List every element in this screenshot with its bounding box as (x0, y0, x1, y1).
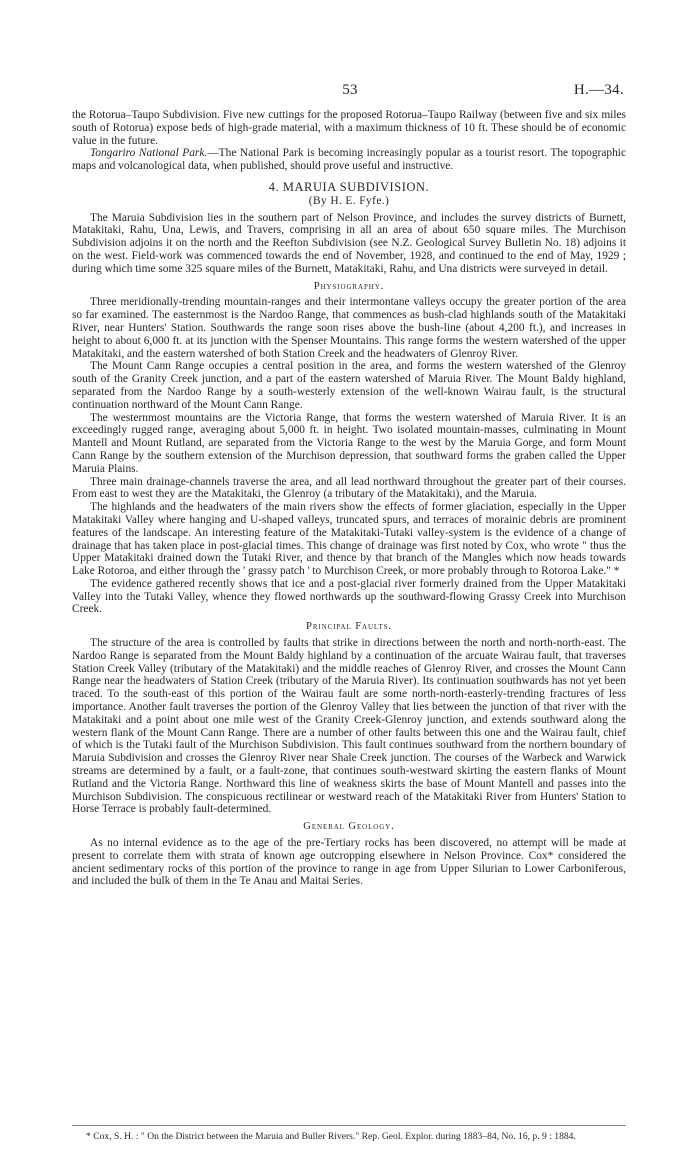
subheading-principal-faults: Principal Faults. (306, 621, 392, 633)
paragraph-text: —The National Park is becoming increasingly popular as a tourist resort. The topographic maps and volcanological data, when published, should prove useful and instructive. (72, 147, 627, 173)
paragraph: The Mount Cann Range occupies a central position in the area, and forms the western watershed of the Glenroy south of the Granity Creek junction, and a part of the eastern watershed of Maruia River. The Mount Baldy highland, separated from the Nardoo Range by a south-westerly extension of the well-known Wairau fault, is the structural continuation northward of the Mount Cann Range. (72, 360, 626, 411)
document-id: H.—34. (573, 82, 624, 98)
subheading-physiography: Physiography. (313, 280, 385, 292)
paragraph: The westernmost mountains are the Victoria Range, that forms the western watershed of Maruia River. It is an exceedingly rugged range, averaging about 5,000 ft. in height. Two isolated mountain-masses, culminating in Mount Mantell and Mount Rutland, are separated from the Victoria Range to the west by the Maruia Gorge, and form Mount Cann Range by the southern extension of the Murchison depression, that southward forms the graben called the Upper Maruia Plains. (72, 411, 626, 475)
paragraph: The highlands and the headwaters of the main rivers show the effects of former glaciation, especially in the Upper Matakitaki Valley where hanging and U-shaped valleys, truncated spurs, and terraces of morainic debris are prominent features of the landscape. An interesting feature of the Matakitaki-Tutaki valley-system is the evidence of a change of drainage that has taken place in post-glacial times. This change of drainage was first noted by Cox, who wrote " thus the Upper Matakitaki drained down the Tutaki River, and thence by that branch of the Mangles which now heads towards Lake Rotoroa, and either through the ' grassy patch ' to Murchison Creek, or more probably through to Rotoroa Lake." * (72, 501, 626, 578)
paragraph: Three meridionally-trending mountain-ranges and their intermontane valleys occupy the greater portion of the area so far examined. The easternmost is the Nardoo Range, that commences as bush-clad highlands south of the Matakitaki River, near Hunters' Station. Southwards the range soon rises above the bush-line (about 4,200 ft.), and increases in height to about 6,000 ft. at its junction with the Spenser Mountains. This range forms the western watershed of the upper Matakitaki, and the eastern watershed of both Station Creek and the headwaters of Glenroy River. (72, 296, 626, 360)
paragraph: the Rotorua–Taupo Subdivision. Five new cuttings for the proposed Rotorua–Taupo Railway (between five and six miles south of Rotorua) expose beds of high-grade material, with a maximum thickness of 10 ft. These should be of economic value in the future. (72, 109, 626, 147)
footnote (72, 1131, 626, 1142)
paragraph: The structure of the area is controlled by faults that strike in directions between the north and north-north-east. The Nardoo Range is separated from the Mount Baldy highland by a continuation of the arcuate Wairau fault, that traverses Station Creek Valley (tributary of the Matakitaki) and the middle reaches of Glenroy River, and crosses the Mount Cann Range near the headwaters of Station Creek (tributary of the Maruia River). Its continuation southwards has not yet been traced. To the south-east of this portion of the Wairau fault are some north-north-easterly-trending fractures of less importance. Another fault traverses the portion of the Glenroy Valley that lies between the junction of that river with the Matakitaki and a point about one mile west of the Granity Creek-Glenroy junction, and extends southward along the western flank of the Mount Cann Range. There are a number of other faults between this one and the Wairau fault, chief of which is the Tutaki fault of the Murchison Subdivision. This fault continues southward from the northern boundary of Maruia Subdivision and crosses the Glenroy River near Shale Creek junction. The courses of the Warbeck and Warwick streams are determined by a fault, or a fault-zone, that continues south-westward skirting the eastern flanks of Mount Rutland and the Victoria Range. Northward this line of weakness skirts the base of Mount Mantell and passes into the Murchison Subdivision. The conspicuous rectilinear or westward reach of the Matakitaki River from Hunters' Station to Horse Terrace is probably fault-determined. (72, 637, 626, 816)
section-title: 4. MARUIA SUBDIVISION. (268, 179, 430, 194)
section-byline: (By H. E. Fyfe.) (308, 194, 390, 207)
subheading-general-geology: General Geology. (303, 821, 395, 833)
paragraph: Three main drainage-channels traverse the area, and all lead northward throughout the greater part of their courses. From east to west they are the Matakitaki, the Glenroy (a tributary of the Matakitaki), and the Maruia. (72, 475, 626, 501)
footnote-text: * Cox, S. H. : " On the District between the Maruia and Buller Rivers." Rep. Geol. Explor. during 1883–84, No. 16, p. 9 : 1884. (86, 1131, 576, 1142)
paragraph: As no internal evidence as to the age of the pre-Tertiary rocks has been discovered, no attempt will be made at present to correlate them with strata of known age outcropping elsewhere in Nelson Province. Cox* considered the ancient sedimentary rocks of this portion of the province to range in age from Upper Silurian to Lower Carboniferous, and included the bulk of them in the Te Anau and Maitai Series. (72, 837, 626, 888)
page-header (0, 82, 700, 106)
paragraph-tongariro (72, 147, 626, 173)
page-number: 53 (342, 82, 358, 98)
body-text (72, 109, 626, 888)
footnote-divider (72, 1125, 626, 1126)
italic-heading: Tongariro National Park. (90, 147, 208, 160)
paragraph: The Maruia Subdivision lies in the southern part of Nelson Province, and includes the survey districts of Burnett, Matakitaki, Rahu, Una, Lewis, and Travers, comprising in all an area of about 650 square miles. The Murchison Subdivision adjoins it on the north and the Reefton Subdivision (see N.Z. Geological Survey Bulletin No. 18) adjoins it on the west. Field-work was commenced towards the end of November, 1928, and continued to the end of May, 1929 ; during which time some 325 square miles of the Burnett, Matakitaki, Rahu, and Una districts were surveyed in detail. (72, 211, 626, 275)
paragraph: The evidence gathered recently shows that ice and a post-glacial river formerly drained from the Upper Matakitaki Valley into the Tutaki Valley, whence they flowed northwards up the southward-flowing Grassy Creek into Murchison Creek. (72, 577, 626, 616)
